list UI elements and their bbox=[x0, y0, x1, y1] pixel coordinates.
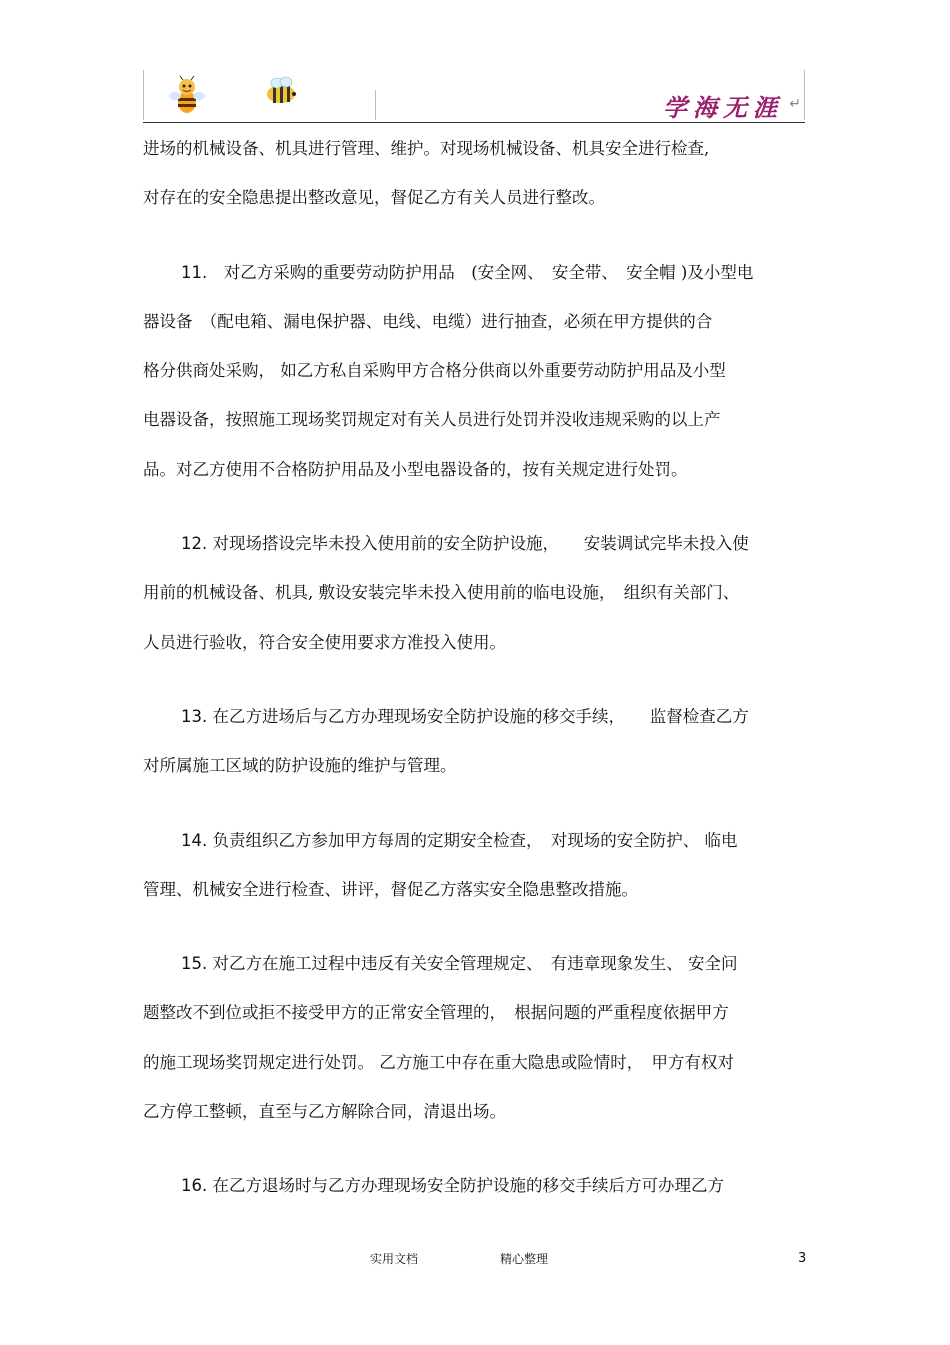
text-line: 对存在的安全隐患提出整改意见，督促乙方有关人员进行整改。 bbox=[143, 188, 605, 208]
document-body bbox=[143, 124, 808, 1236]
text-line: 负责组织乙方参加甲方每周的定期安全检查， 对现场的安全防护、 临电 bbox=[212, 830, 738, 850]
text-line: 对乙方采购的重要劳动防护用品 (安全网、 安全带、 安全帽 )及小型电 bbox=[223, 262, 754, 282]
clause-number: 15. bbox=[181, 954, 208, 974]
text-line: 对乙方在施工过程中违反有关安全管理规定、 有违章现象发生、 安全问 bbox=[212, 954, 738, 974]
header-divider bbox=[375, 90, 376, 120]
text-line: 对现场搭设完毕未投入使用前的安全防护设施， 安装调试完毕未投入使 bbox=[212, 534, 749, 554]
clause-number: 16. bbox=[181, 1176, 208, 1196]
footer-left-text: 实用文档 bbox=[370, 1252, 419, 1266]
text-line: 在乙方进场后与乙方办理现场安全防护设施的移交手续， 监督检查乙方 bbox=[212, 706, 749, 726]
text-line: 乙方停工整顿，直至与乙方解除合同，清退出场。 bbox=[143, 1102, 506, 1122]
header-left-border bbox=[143, 70, 144, 120]
text-line: 进场的机械设备、机具进行管理、维护。对现场机械设备、机具安全进行检查, bbox=[143, 139, 710, 158]
text-line: 对所属施工区域的防护设施的维护与管理。 bbox=[143, 756, 457, 776]
footer-center-text: 精心整理 bbox=[500, 1252, 549, 1266]
text-line: 的施工现场奖罚规定进行处罚。 乙方施工中存在重大隐患或险情时， 甲方有权对 bbox=[143, 1052, 734, 1072]
text-line: 电器设备，按照施工现场奖罚规定对有关人员进行处罚并没收违规采购的以上产 bbox=[143, 410, 721, 430]
page-footer bbox=[0, 1250, 950, 1270]
clause-number: 14. bbox=[181, 830, 208, 850]
clause-number: 13. bbox=[181, 706, 208, 726]
brand-text: 学海无涯 bbox=[663, 93, 783, 122]
text-line: 格分供商处采购， 如乙方私自采购甲方合格分供商以外重要劳动防护用品及小型 bbox=[143, 361, 726, 381]
text-line: 人员进行验收，符合安全使用要求方准投入使用。 bbox=[143, 632, 506, 652]
clause-12 bbox=[143, 519, 808, 667]
page-number: 3 bbox=[798, 1251, 807, 1266]
clause-13 bbox=[143, 692, 808, 791]
clause-14 bbox=[143, 816, 808, 915]
clause-number: 11. bbox=[181, 262, 208, 282]
text-line: 用前的机械设备、机具, 敷设安装完毕未投入使用前的临电设施， 组织有关部门、 bbox=[143, 583, 740, 603]
text-line: 题整改不到位或拒不接受甲方的正常安全管理的， 根据问题的严重程度依据甲方 bbox=[143, 1003, 729, 1023]
text-line: 品。对乙方使用不合格防护用品及小型电器设备的，按有关规定进行处罚。 bbox=[143, 459, 688, 479]
text-line: 管理、机械安全进行检查、讲评，督促乙方落实安全隐患整改措施。 bbox=[143, 879, 638, 899]
clause-number: 12. bbox=[181, 534, 208, 554]
clause-15 bbox=[143, 939, 808, 1136]
clause-11 bbox=[143, 248, 808, 494]
paragraph-return-mark: ↵ bbox=[789, 96, 801, 112]
text-line: 在乙方退场时与乙方办理现场安全防护设施的移交手续后方可办理乙方 bbox=[212, 1176, 724, 1196]
bee-icon bbox=[263, 76, 299, 106]
header-right-border bbox=[804, 70, 805, 120]
clause-16 bbox=[143, 1161, 808, 1210]
page-header bbox=[143, 70, 805, 123]
paragraph-continued bbox=[143, 124, 808, 223]
text-line: 器设备 （配电箱、漏电保护器、电线、电缆）进行抽查，必须在甲方提供的合 bbox=[143, 311, 713, 331]
bee-mascot-icon bbox=[167, 76, 207, 116]
